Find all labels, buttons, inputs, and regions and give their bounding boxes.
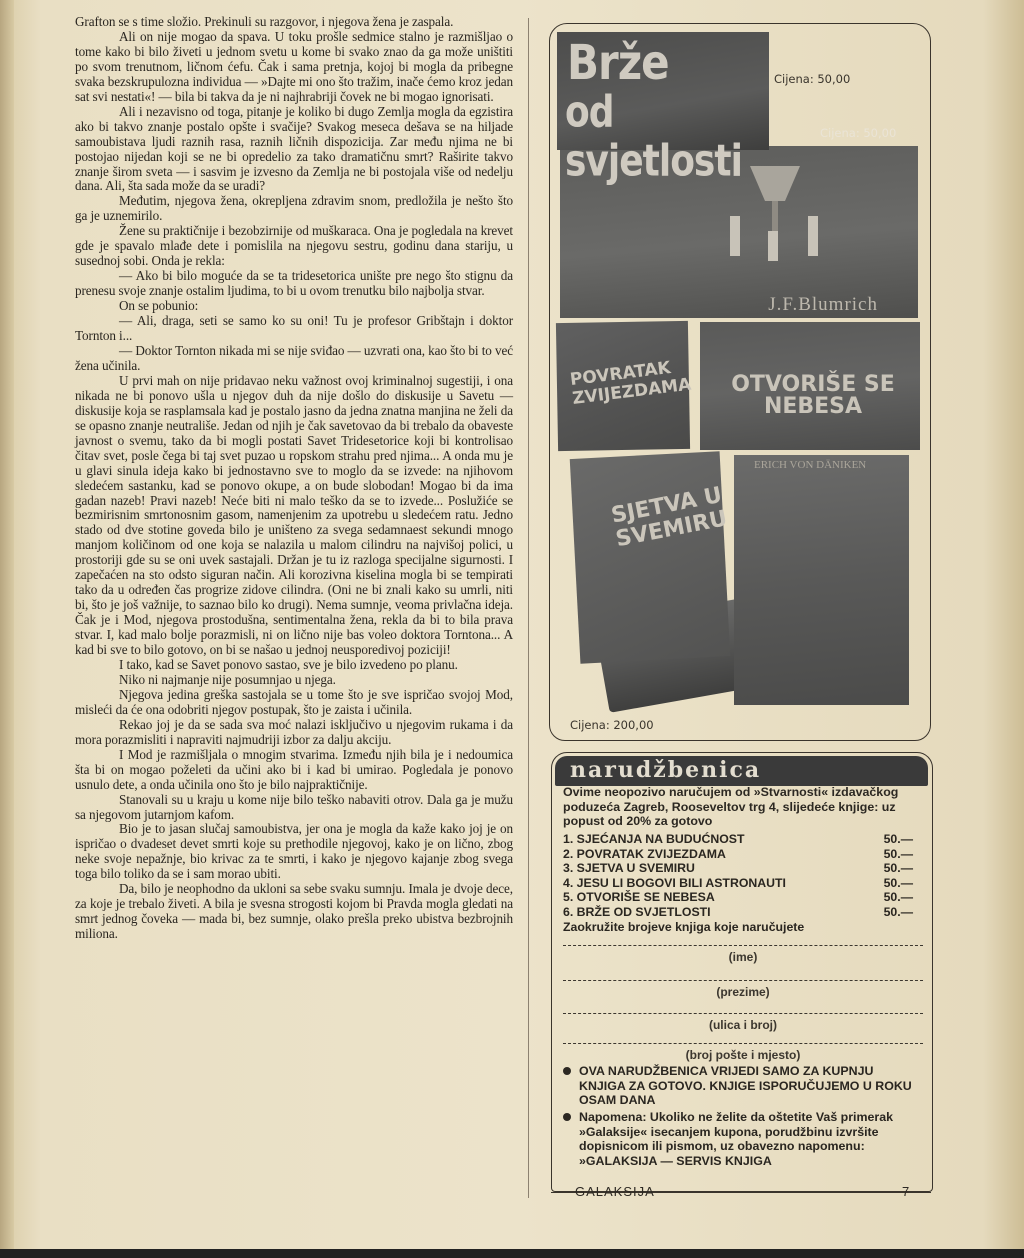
article-paragraph: Žene su praktičnije i bezobzirnije od muškaraca. Ona je pogledala na krevet gde je spavalo mlađe dete i pomislila na njegovu sestru, godinu dana stariju, u susednoj sobi. Onda je rekla: [75,223,513,269]
article-paragraph: I Mod je razmišljala o mnogim stvarima. Između njih bila je i nedoumica šta bi on mogao poželeti da učini ako bi i kad bi umirao. Pogledala je ponovo usnulo dete, a onda učinila ono što je bilo najpraktičnije. [75,746,513,792]
surname-field-line[interactable] [563,980,923,981]
page-spine-shadow [0,0,14,1258]
circle-note: Zaokružite brojeve knjiga koje naručujete [563,919,805,934]
book-cover-brze-od-svjetlosti [557,32,769,187]
article-paragraph: Ali i nezavisno od toga, pitanje je koliko bi dugo Zemlja mogla da egzistira ako bi takvo znanje postalo opšte i svačije? Svakog meseca dešava se na hiljade samoubistava ljudi raznih rasa, raznih ličnih dispozicija. Zar među njima ne bi postojao nijedan koji se ne bi opredelio za tako dramatičnu smrt? Raširite takvo znanje širom sveta — i sasvim je izvesno da Zemlja ne bi postojala više od nedelju dana. Ali, šta sada može da se uradi? [75,103,513,194]
book-cover-daniken [734,455,909,705]
book-title: SJETVA U SVEMIRU [609,482,730,553]
order-item[interactable]: 5. OTVORIŠE SE NEBESA 50.— [563,890,913,905]
order-item[interactable]: 4. JESU LI BOGOVI BILI ASTRONAUTI 50.— [563,875,913,890]
order-item[interactable]: 1. SJEĆANJA NA BUDUĆNOST 50.— [563,832,913,846]
article-paragraph: — Ali, draga, seti se samo ko su oni! Tu je profesor Gribštajn i doktor Tornton i... [75,313,513,344]
article-paragraph: Njegova jedina greška sastojala se u tome što je sve ispričao svojoj Mod, misleći da će ona odobriti njegov postupak, što je zaista i učinila. [75,686,513,717]
article-paragraph: Stanovali su u kraju u kome nije bilo teško nabaviti otrov. Dala ga je mužu sa njegovom jutarnjom kafom. [75,791,513,822]
notice-coupon: Napomena: Ukoliko ne želite da oštetite Vaš primerak »Galaksije« isecanjem kupona, porudžbinu izvršite dopisnicom ili pismom, uz obavezno napomenu: »GALAKSIJA — SERVIS KNJIGA [563,1110,923,1168]
surname-field-label: (prezime) [716,985,770,999]
order-item[interactable]: 2. POVRATAK ZVIJEZDAMA 50.— [563,846,913,861]
name-field-line[interactable] [563,945,923,946]
order-item[interactable]: 3. SJETVA U SVEMIRU 50.— [563,861,913,876]
order-item[interactable]: 6. BRŽE OD SVJETLOSTI 50.— [563,904,913,919]
article-paragraph: — Ako bi bilo moguće da se ta tridesetorica unište pre nego što stignu da prenesu svoje znanje ostalim ljudima, to bi u ovom trenutku bilo najbolja stvar. [75,268,513,299]
article-paragraph: — Doktor Tornton nikada mi se nije sviđao — uzvrati ona, kao što bi to već žena učinila. [75,342,513,373]
price-label: Cijena: 50,00 [774,72,851,86]
post-field-label: (broj pošte i mjesto) [685,1048,801,1062]
book-order-list [563,832,913,934]
street-field-label: (ulica i broj) [708,1018,777,1032]
article-paragraph: Bio je to jasan slučaj samoubistva, jer ona je mogla da kaže kako joj je on ispričao o dvadeset devet smrti koje su prethodile njegovoj, kako je on lično, zbog neke svoje nepažnje, bio krivac za te smrti, i kako je njegovo kajanje zbog svega toga bilo toliko da se i sam morao ubiti. [75,821,513,882]
order-form-intro: Ovime neopozivo naručujem od »Stvarnosti« izdavačkog poduzeća Zagreb, Rooseveltov trg 4, slijedeće knjige: uz popust od 20% za gotovo [563,785,899,829]
article-paragraph: Međutim, njegova žena, okrepljena zdravim snom, predložila je nešto što ga je uznemirilo. [75,193,513,224]
street-field-line[interactable] [563,1013,923,1014]
bullet-icon [563,1113,571,1121]
order-form-title: narudžbenica [570,757,762,783]
scan-bottom-edge [0,1249,1024,1258]
book-title: OTVORIŠE SE NEBESA [731,372,895,419]
book-cover-otvorise-se-nebesa [700,322,920,450]
footer-magazine-name: GALAKSIJA [575,1184,655,1199]
article-paragraph: Grafton se s time složio. Prekinuli su razgovor, i njegova žena je zaspala. [75,14,454,29]
article-paragraph: On se pobunio: [119,298,199,314]
article-paragraph: Niko ni najmanje nije posumnjao u njega. [119,671,336,687]
bullet-icon [563,1067,571,1075]
column-divider [528,18,529,1198]
name-field-label: (ime) [728,950,758,964]
book-cover-povratak-zvijezdama [556,321,693,451]
price-label: Cijena: 200,00 [570,718,654,732]
book-title-line2: od svjetlosti [565,88,742,187]
footer-page-number: 7 [902,1184,910,1199]
price-label: Cijena: 50,00 [820,126,897,140]
book-title: POVRATAK ZVIJEZDAMA [568,357,693,410]
book-author: J.F.Blumrich [768,294,878,315]
article-paragraph: Ali on nije mogao da spava. U toku prošle sedmice stalno je razmišljao o tome kako bi bilo živeti u jednom svetu u kome bi svako znao da ga može uništiti po svom trenutnom, ličnom ćefu. Čak i sama pretnja, kojoj bi mogla da pribegne svaka bezskrupulozna individua — »Dajte mi ono što tražim, inače ćemo kroz jedan sat svi nestati«! — bila bi takva da je ni najhrabriji čovek ne bi mogao ignorisati. [75,28,513,104]
article-paragraph: U prvi mah on nije pridavao neku važnost ovoj kriminalnoj sugestiji, i ona nikada ne bi ponovo ušla u njegov duh da nije došlo do diskusije u Savetu — diskusije koja se rasplamsala kad je postalo jasno da jedna znatna manjina ne želi da se opasno znanje neutrališe. Jedan od njih je čak savetovao da bi trebalo da obaveste javnost o svemu, tako da bi mogli postati Savet Tridesetorice koji bi kontrolisao čitav svet, posle čega bi taj svet puzao u ropskom strahu pred njima... A onda mu je u glavi sinula ideja kako bi jednostavno sve to moglo da se izvede: na njihovom sledećem sastanku, kad se ponovo okupe, a on bude slobodan! Mogao bi da ima gadan nazeb! Pravi nazeb! Neće biti ni malo teško da se to izvede... Poslužiće se bezmirisnim smrtonosnim gasom, namenjenim za upotrebu u sledećem ratu. Jedno stado od dve stotine goveda bilo je uništeno za svega sedamnaest sekundi mnogo manjom količinom od one koja se nalazila u malom cilindru na najvišoj polici, u prostoriji gde su se oni uvek sastajali. Držan je tu iz razloga specijalne sigurnosti. I zapečaćen na sto odsto siguran način. Ali korozivna kiselina mogla bi se tempirati tako da u određen čas progrize zidove cilindra. (Oni ne bi znali kako su umrli, niti bi, što je još važnije, to saznao bilo ko drugi). Nema sumnje, veoma privlačna ideja. Čak je i Mod, njegova prostodušna, sentimentalna žena, rekla da bi to bila prava stvar. I, kad malo bolje porazmisli, ni on lično nije bas voleo doktora Torntona... A kad bi sve to bilo gotovo, on bi se našao u jednoj neusporedivoj poziciji! [75,372,513,658]
post-field-line[interactable] [563,1043,923,1044]
book-author: ERICH VON DÄNIKEN [754,459,867,471]
book-title-line1: Brže [567,34,669,91]
article-paragraph: I tako, kad se Savet ponovo sastao, sve je bilo izvedeno po planu. [119,656,458,672]
article-paragraph: Rekao joj je da se sada sva moć nalazi isključivo u njegovim rukama i da mora porazmisliti i napraviti najmudriji izbor za dalju akciju. [75,716,513,747]
article-text-column [75,15,513,942]
article-paragraph: Da, bilo je neophodno da ukloni sa sebe svaku sumnju. Imala je dvoje dece, za koje je trebalo živeti. A bila je svesna strogosti kojom bi Pravda mogla gledati na smrt jednog čoveka — mada bi, bez sumnje, olako prešla preko ubistva bezbrojnih miliona. [75,881,513,942]
book-cover-sjetva-u-svemiru [570,451,731,664]
notice-cash-only: OVA NARUDŽBENICA VRIJEDI SAMO ZA KUPNJU KNJIGA ZA GOTOVO. KNJIGE ISPORUČUJEMO U ROKU OSAM DANA [563,1064,923,1108]
